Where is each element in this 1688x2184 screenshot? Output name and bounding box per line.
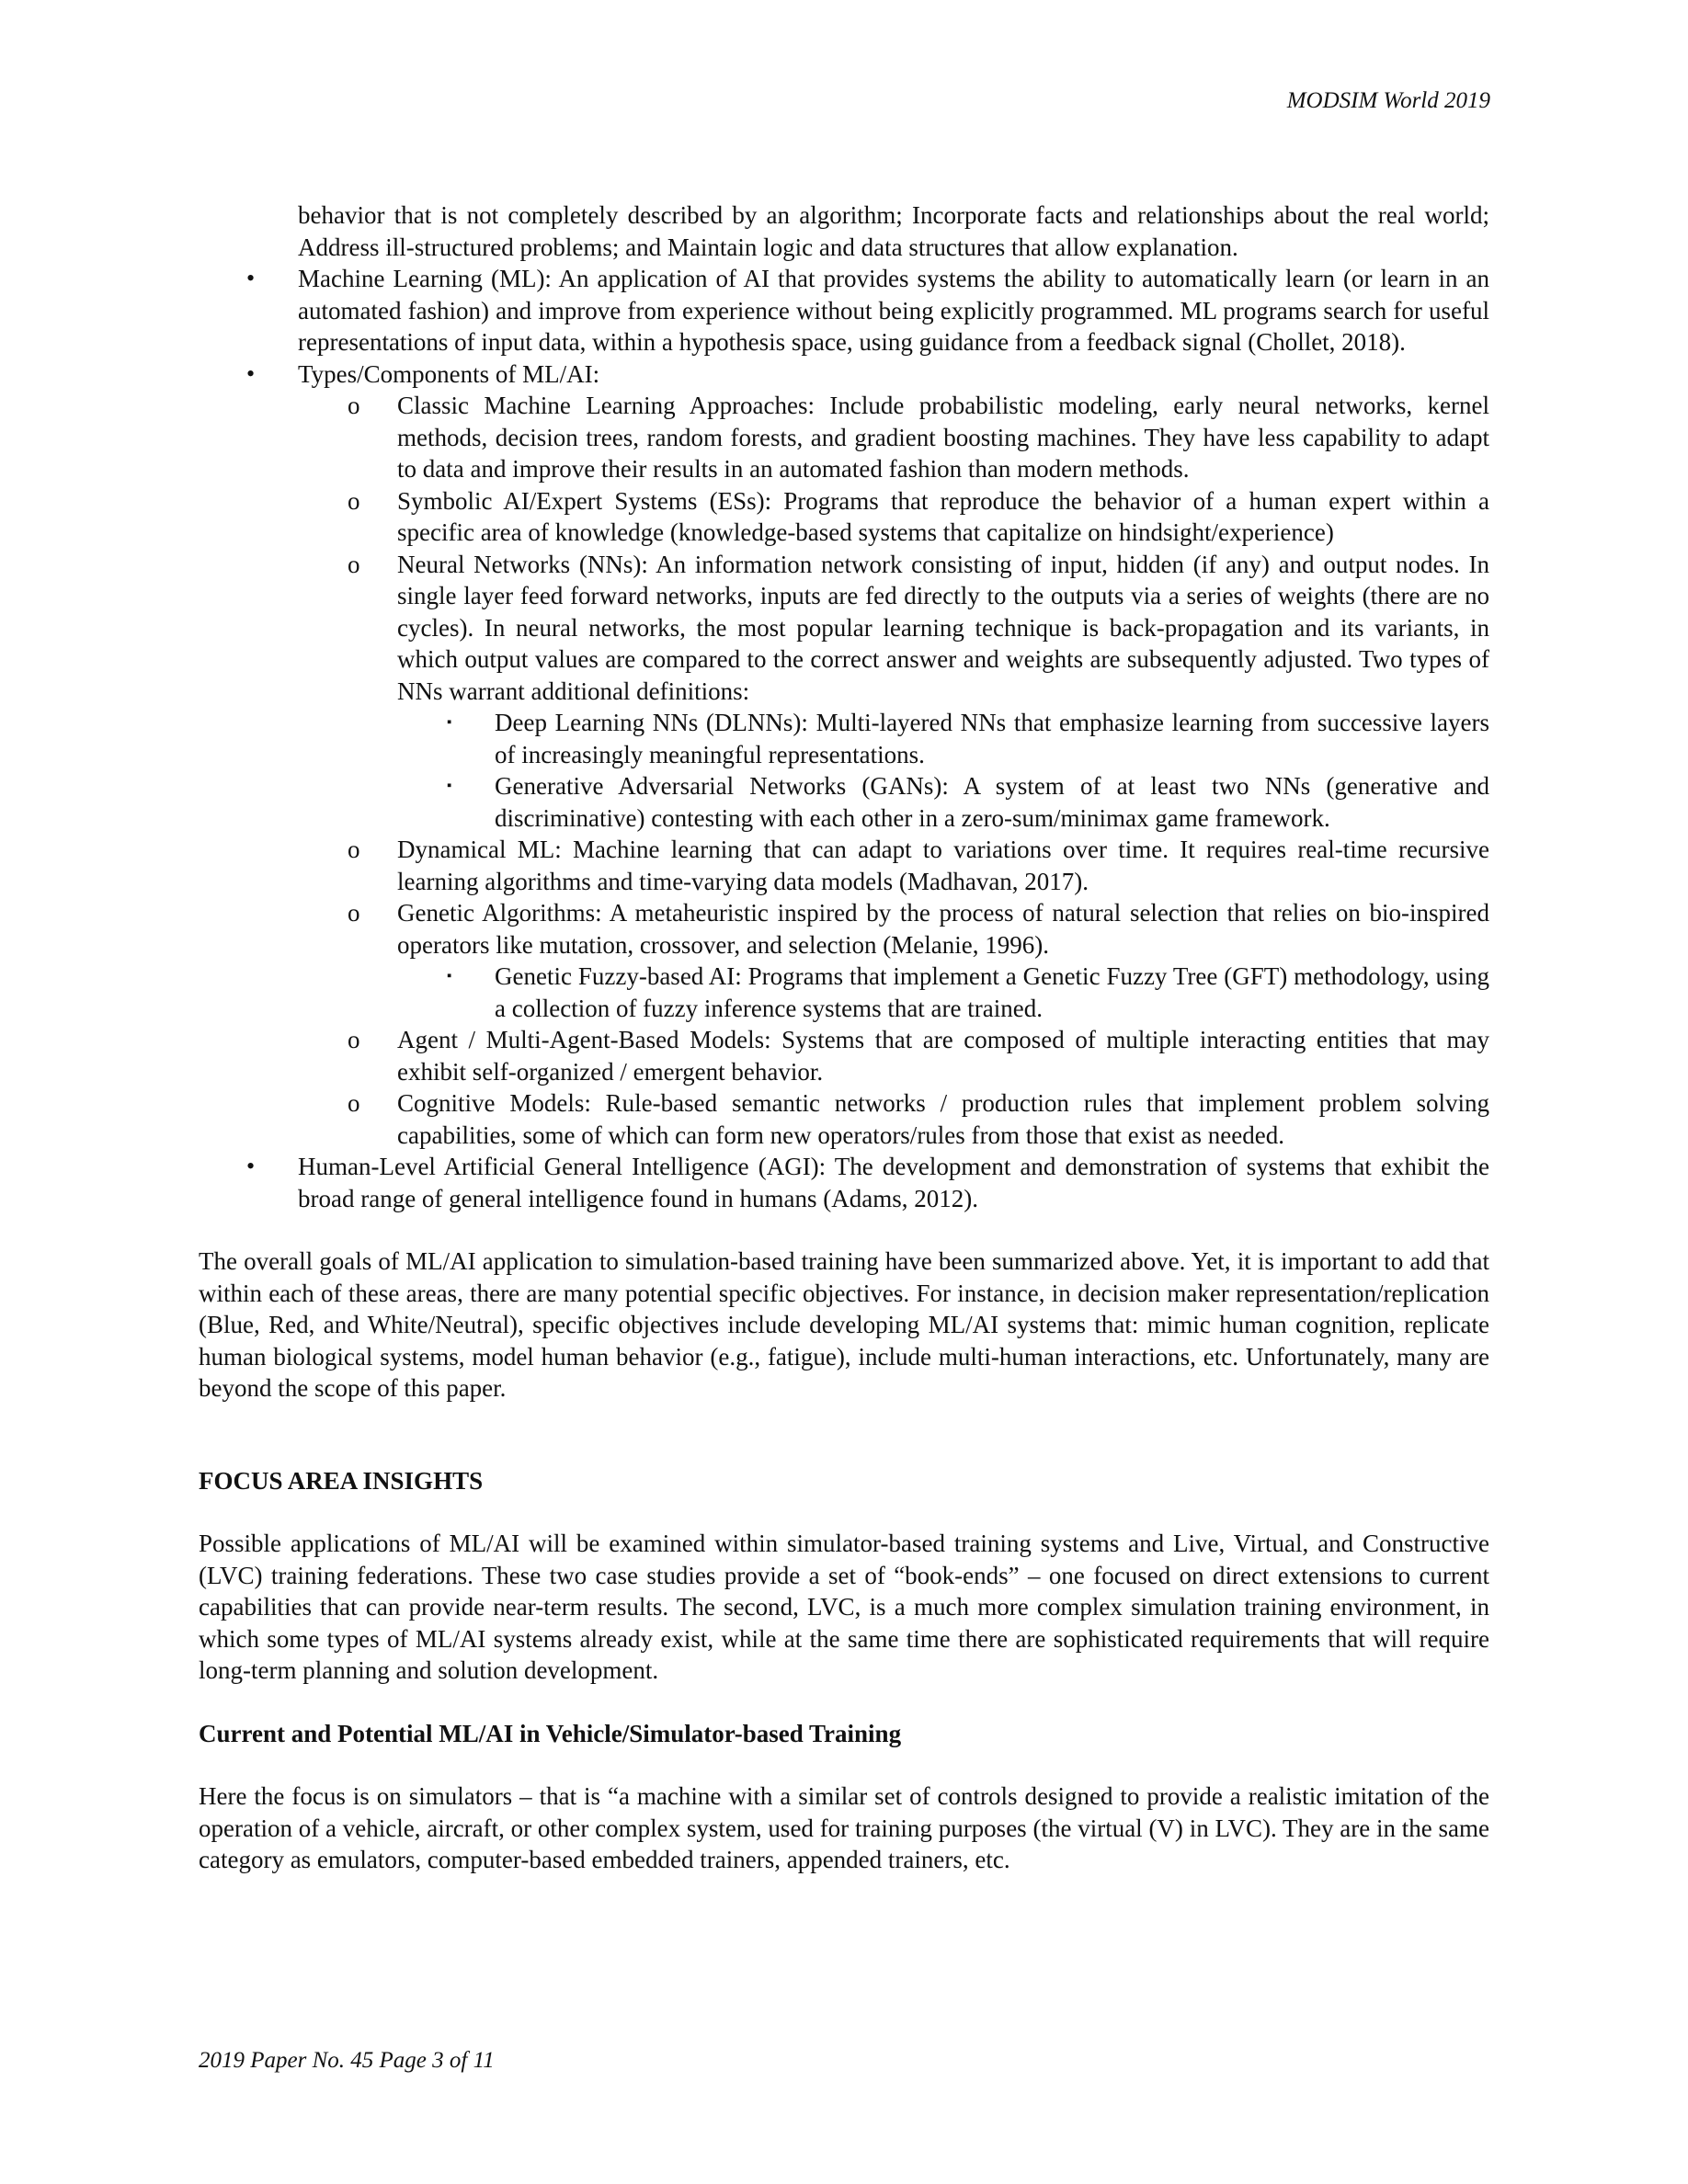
subbullet-symbolic-ai xyxy=(199,485,1489,549)
subbullet-marker: o xyxy=(348,392,360,419)
subsubbullet-text: Deep Learning NNs (DLNNs): Multi-layered NNs that emphasize learning from successive layers of increasingly meaningful representations. xyxy=(495,709,1489,768)
bullet-text: Types/Components of ML/AI: xyxy=(298,359,600,388)
paragraph-focus: Possible applications of ML/AI will be examined within simulator-based training systems and Live, Virtual, and Constructive (LVC) training federations. These two case studies provide a set of “book-ends” – one focused on direct extensions to current capabilities that can provide near-term results. The second, LVC, is a much more complex simulation training environment, in which some types of ML/AI systems already exist, while at the same time there are sophisticated requirements that will require long-term planning and solution development. xyxy=(199,1530,1489,1684)
bullet-text: Human-Level Artificial General Intelligence (AGI): The development and demonstration of systems that exhibit the broad range of general intelligence found in humans (Adams, 2012). xyxy=(298,1153,1489,1212)
bullet-machine-learning xyxy=(199,263,1489,358)
subbullet-agent-models xyxy=(199,1024,1489,1087)
bullet-text: Machine Learning (ML): An application of AI that provides systems the ability to automatically learn (or learn in an automated fashion) and improve from experience without being explicitly programmed. ML programs search for useful representations of input data, within a hypothesis space, using guidance from a feedback signal (Chollet, 2018). xyxy=(298,265,1489,356)
subsubbullet-dlnn xyxy=(199,707,1489,770)
subbullet-genetic-algorithms xyxy=(199,897,1489,961)
subbullet-marker: o xyxy=(348,550,360,578)
bullet-agi xyxy=(199,1151,1489,1214)
subsubbullet-gan xyxy=(199,770,1489,834)
subbullet-text: Agent / Multi-Agent-Based Models: Systems that are composed of multiple interacting entities that may exhibit self-organized / emergent behavior. xyxy=(397,1026,1489,1086)
subbullet-marker: o xyxy=(348,899,360,927)
bullet-marker: • xyxy=(246,359,256,387)
subbullet-text: Cognitive Models: Rule-based semantic networks / production rules that implement problem solving capabilities, some of which can form new operators/rules from those that exist as needed. xyxy=(397,1089,1489,1149)
subsubbullet-text: Generative Adversarial Networks (GANs): A system of at least two NNs (generative and discriminative) contesting with each other in a zero-sum/minimax game framework. xyxy=(495,772,1489,832)
subbullet-marker: o xyxy=(348,1089,360,1117)
subbullet-text: Genetic Algorithms: A metaheuristic inspired by the process of natural selection that relies on bio-inspired operators like mutation, crossover, and selection (Melanie, 1996). xyxy=(397,899,1489,959)
subbullet-marker: o xyxy=(348,836,360,863)
page-body xyxy=(199,199,1489,1876)
subsubbullet-text: Genetic Fuzzy-based AI: Programs that implement a Genetic Fuzzy Tree (GFT) methodology, using a collection of fuzzy inference systems that are trained. xyxy=(495,962,1489,1022)
paragraph-goals: The overall goals of ML/AI application to simulation-based training have been summarized above. Yet, it is important to add that within each of these areas, there are many potential specific objectives. For instance, in decision maker representation/replication (Blue, Red, and White/Neutral), specific objectives include developing ML/AI systems that: mimic human cognition, replicate human biological systems, model human behavior (e.g., fatigue), include multi-human interactions, etc. Unfortunately, many are beyond the scope of this paper. xyxy=(199,1247,1489,1402)
subsubbullet-marker: ▪ xyxy=(447,779,452,793)
subsubbullet-marker: ▪ xyxy=(447,715,452,730)
subbullet-cognitive-models xyxy=(199,1087,1489,1151)
bullet-marker: • xyxy=(246,1153,256,1179)
subbullet-marker: o xyxy=(348,1026,360,1053)
subbullet-text: Dynamical ML: Machine learning that can adapt to variations over time. It requires real-time recursive learning algorithms and time-varying data models (Madhavan, 2017). xyxy=(397,836,1489,895)
paragraph-simulators: Here the focus is on simulators – that is “a machine with a similar set of controls designed to provide a realistic imitation of the operation of a vehicle, aircraft, or other complex system, used for training purposes (the virtual (V) in LVC). They are in the same category as emulators, computer-based embedded trainers, appended trainers, etc. xyxy=(199,1782,1489,1873)
subsection-heading: Current and Potential ML/AI in Vehicle/Simulator-based Training xyxy=(199,1719,902,1747)
subsubbullet-marker: ▪ xyxy=(447,969,452,984)
bullet-marker: • xyxy=(246,265,256,291)
subbullet-marker: o xyxy=(348,486,360,515)
subbullet-text: Classic Machine Learning Approaches: Include probabilistic modeling, early neural networks, kernel methods, decision trees, random forests, and gradient boosting machines. They have less capability to adapt to data and improve their results in an automated fashion than modern methods. xyxy=(397,392,1489,483)
subbullet-text: Symbolic AI/Expert Systems (ESs): Programs that reproduce the behavior of a human expert within a specific area of knowledge (knowledge-based systems that capitalize on hindsight/experience) xyxy=(397,486,1489,546)
section-heading: FOCUS AREA INSIGHTS xyxy=(199,1466,484,1495)
continuation-text: behavior that is not completely described by an algorithm; Incorporate facts and relationships about the real world; Address ill-structured problems; and Maintain logic and data structures that allow explanation. xyxy=(298,201,1489,261)
subbullet-dynamical-ml xyxy=(199,834,1489,897)
subsubbullet-genetic-fuzzy xyxy=(199,961,1489,1024)
page-footer: 2019 Paper No. 45 Page 3 of 11 xyxy=(199,2048,495,2073)
running-header: MODSIM World 2019 xyxy=(1286,88,1490,113)
bullet-types-components xyxy=(199,358,1489,391)
subbullet-text: Neural Networks (NNs): An information network consisting of input, hidden (if any) and output nodes. In single layer feed forward networks, inputs are fed directly to the outputs via a series of weights (there are no cycles). In neural networks, the most popular learning technique is back-propagation and its variants, in which output values are compared to the correct answer and weights are subsequently adjusted. Two types of NNs warrant additional definitions: xyxy=(397,550,1489,705)
subbullet-classic-ml xyxy=(199,390,1489,485)
subbullet-neural-networks xyxy=(199,549,1489,708)
